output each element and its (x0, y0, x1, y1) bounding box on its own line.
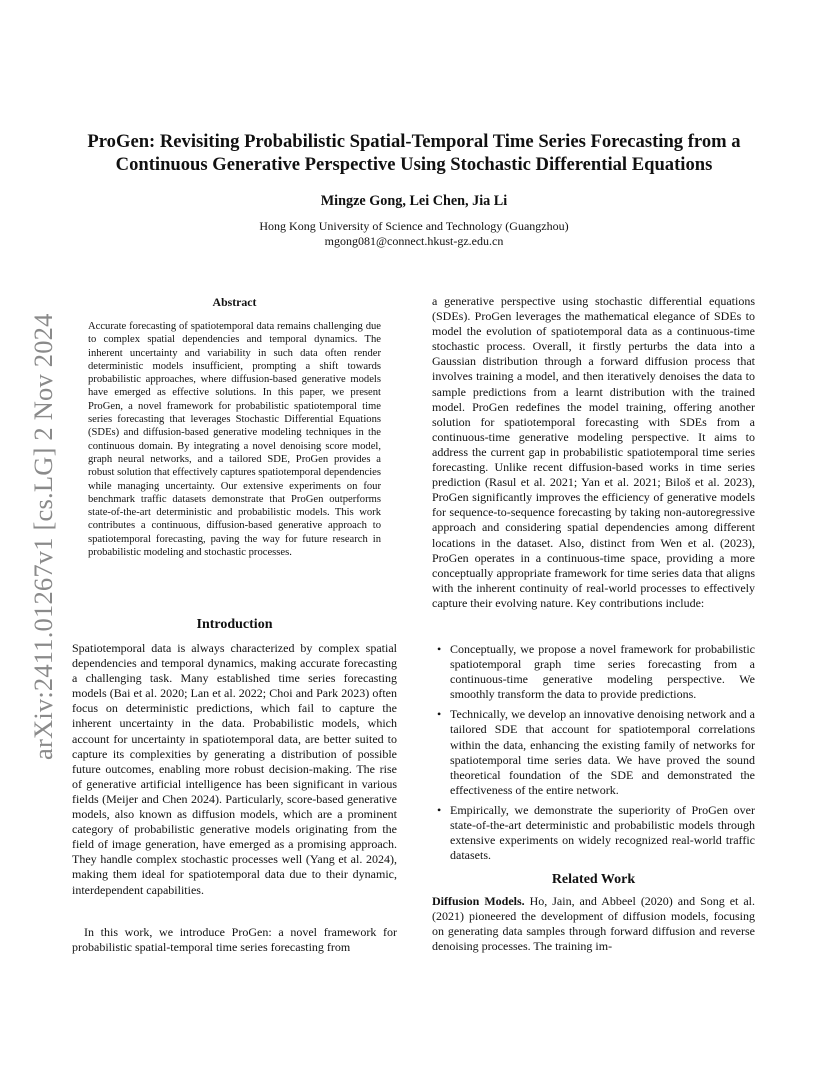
author-affiliation-block (60, 219, 768, 249)
introduction-paragraph-1: Spatiotemporal data is always characterized by complex spatial dependencies and temporal dynamics, making accurate forecasting a challenging task. Many established time series forecasting models (Bai et al. 2020; Lan et al. 2022; Choi and Park 2023) often focus on deterministic predictions, which fail to capture the inherent uncertainty in the data. Probabilistic models, which account for uncertainty in spatiotemporal data, are better suited to capture its complexities by generating a distribution of possible future outcomes, enabling more robust decision-making. The rise of generative artificial intelligence has been significant in various fields (Meijer and Chen 2024). Particularly, score-based generative models, also known as diffusion models, which are a prominent category of probabilistic generative models originating from the field of image generation, have emerged as a promising approach. They handle complex stochastic processes well (Yang et al. 2024), making them ideal for spatiotemporal data due to their dynamic, interdependent capabilities. (72, 641, 397, 897)
affiliation: Hong Kong University of Science and Technology (Guangzhou) (259, 219, 569, 233)
bullet-marker: • (437, 642, 442, 656)
related-work-paragraph (432, 894, 755, 954)
contribution-text: Technically, we develop an innovative denoising network and a tailored SDE that account for spatiotemporal correlations within the data, enhancing the existing family of networks for spatiotemporal time series data. We have proved the sound theoretical foundation of the SDE and demonstrated the effectiveness of the entire network. (450, 707, 755, 797)
bullet-marker: • (437, 802, 442, 817)
diffusion-models-run-in-heading: Diffusion Models. (432, 894, 525, 908)
paper-title: ProGen: Revisiting Probabilistic Spatial-Temporal Time Series Forecasting from a Continuous Generative Perspective Using Stochastic Differential Equations (87, 131, 741, 175)
list-item (432, 707, 755, 798)
related-work-body: Ho, Jain, and Abbeel (2020) and Song et al. (2021) pioneered the development of diffusion models, focusing on generating data samples through forward diffusion and reverse denoising processes. The training im- (432, 894, 755, 954)
introduction-paragraph-2: In this work, we introduce ProGen: a novel framework for probabilistic spatial-temporal time series forecasting from (72, 925, 397, 955)
introduction-heading: Introduction (196, 617, 273, 632)
arxiv-identifier-stamp: arXiv:2411.01267v1 [cs.LG] 2 Nov 2024 (28, 313, 58, 760)
contribution-text: Empirically, we demonstrate the superiority of ProGen over state-of-the-art deterministic and probabilistic models through extensive experiments on widely recognized real-world traffic datasets. (450, 802, 755, 863)
introduction-continued-paragraph: a generative perspective using stochastic differential equations (SDEs). ProGen leverages the mathematical elegance of SDEs to model the evolution of spatiotemporal data as a continuous-time stochastic process. Overall, it firstly perturbs the data into a Gaussian distribution through a forward diffusion process that involves training a model, and then iteratively denoises the data to sample predictions from a learnt distribution with the trained model. ProGen redefines the model training, offering another solution for spatiotemporal forecasting with SDEs from a continuous-time generative modeling perspective. It aims to address the current gap in probabilistic spatiotemporal time series forecasting. Unlike recent diffusion-based works in time series prediction (Rasul et al. 2021; Yan et al. 2021; Biloš et al. 2023), ProGen significantly improves the efficiency of generative models for sequence-to-sequence forecasting by taking non-autoregressive approach and considering spatial dependencies among different locations in the dataset. Also, distinct from Wen et al. (2023), ProGen operates in a continuous-time space, providing a more conceptually appropriate framework for time series data that aligns with the inherent continuity of real-world processes to effectively capture their evolving nature. Key contributions include: (432, 294, 755, 610)
list-item (432, 803, 755, 863)
list-item (432, 642, 755, 702)
bullet-marker: • (437, 707, 442, 722)
author-email[interactable]: mgong081@connect.hkust-gz.edu.cn (324, 234, 504, 248)
paper-authors: Mingze Gong, Lei Chen, Jia Li (320, 193, 508, 209)
related-work-heading: Related Work (551, 872, 636, 887)
contribution-text: Conceptually, we propose a novel framework for probabilistic spatiotemporal graph time series forecasting from a continuous-time generative modeling perspective. We smoothly transform the data to provide predictions. (450, 642, 755, 702)
abstract-body: Accurate forecasting of spatiotemporal data remains challenging due to complex spatial dependencies and temporal dynamics. The inherent uncertainty and variability in such data often render deterministic models insufficient, prompting a shift towards probabilistic approaches, where diffusion-based generative models have emerged as effective solutions. In this paper, we present ProGen, a novel framework for probabilistic spatiotemporal time series forecasting that leverages Stochastic Differential Equations (SDEs) and diffusion-based generative modeling techniques in the continuous domain. By integrating a novel denoising score model, graph neural networks, and a tailored SDE, ProGen provides a robust solution that effectively captures spatiotemporal dependencies while managing uncertainty. Our extensive experiments on four benchmark traffic datasets demonstrate that ProGen outperforms state-of-the-art deterministic and probabilistic models. This work contributes a continuous, diffusion-based generative approach to spatiotemporal forecasting, paving the way for future research in probabilistic modeling and stochastic processes. (88, 321, 381, 559)
abstract-heading: Abstract (212, 295, 257, 309)
contributions-list (432, 642, 755, 868)
